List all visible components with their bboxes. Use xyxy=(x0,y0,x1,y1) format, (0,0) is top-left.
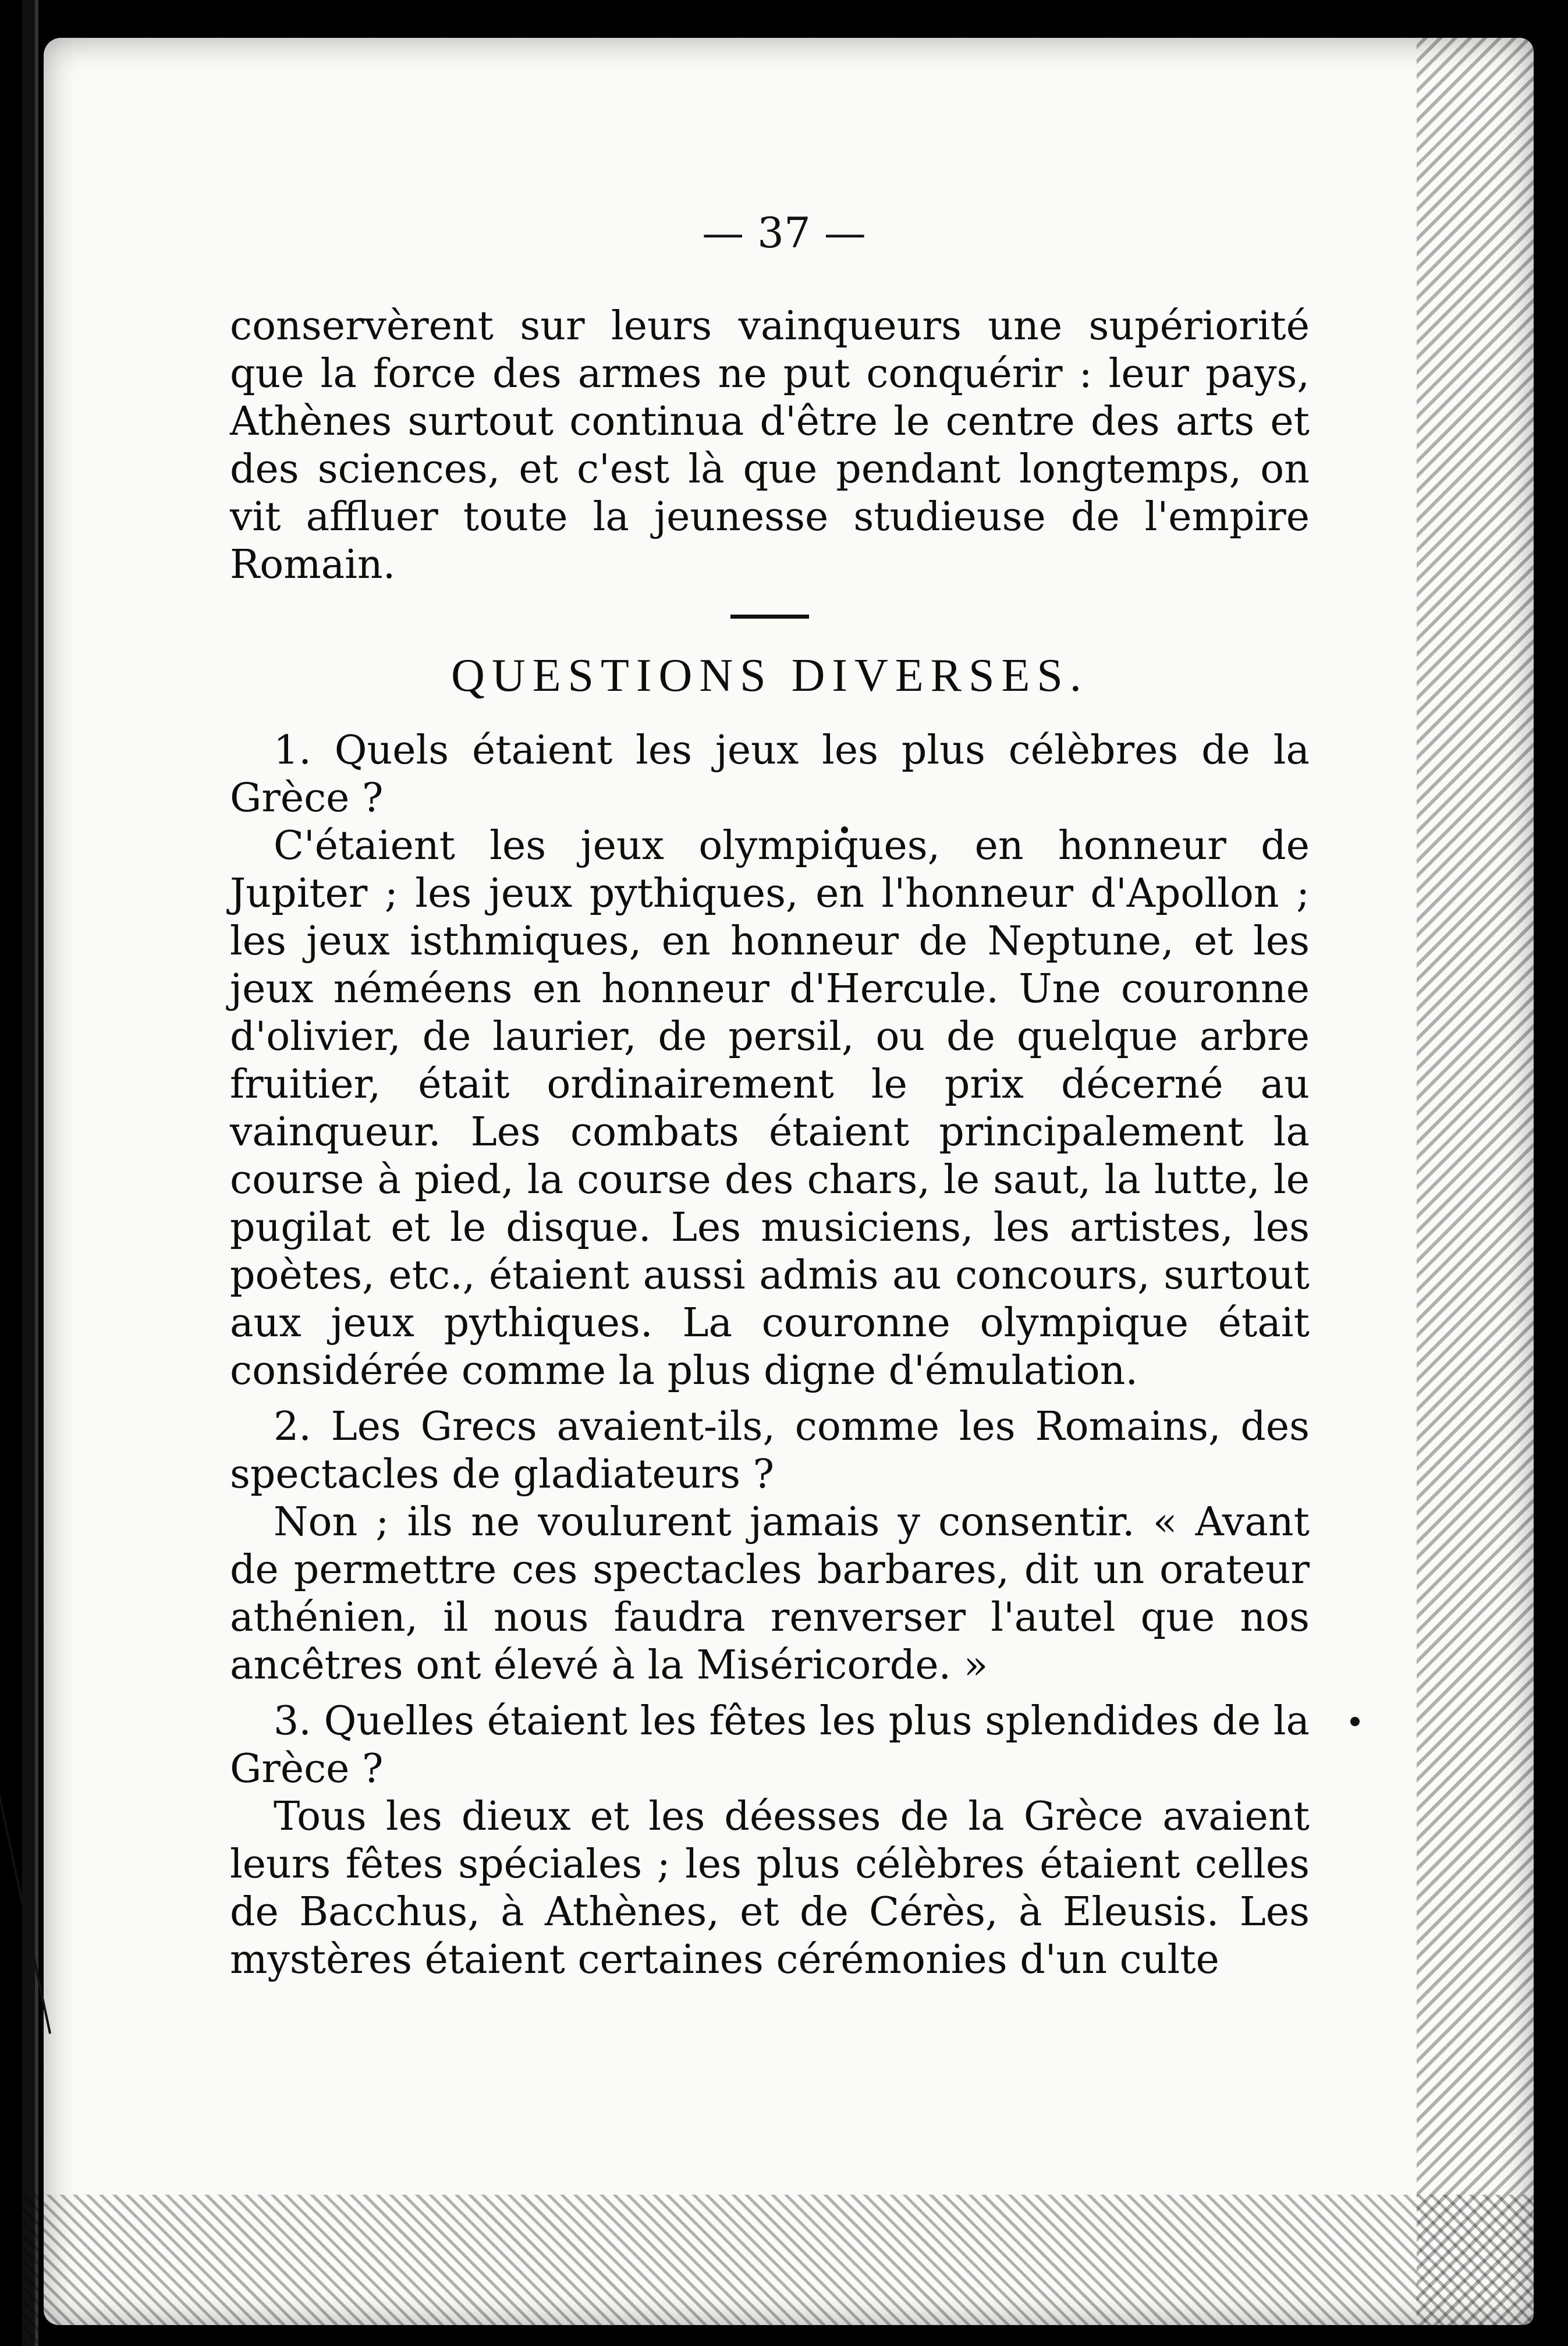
answer-2: Non ; ils ne voulurent jamais y consentir. « Avant de permettre ces spectacles barbares, dit un orateur athénien, il nous faudra renverser l'autel que nos ancêtres ont élevé à la Miséricorde. » xyxy=(230,1499,1310,1688)
opening-paragraph: conservèrent sur leurs vainqueurs une supériorité que la force des armes ne put conquérir : leur pays, Athènes surtout continua d'être le centre des arts et des sciences, et c'est là que pendant longtemps, on vit affluer toute la jeunesse studieuse de l'empire Romain. xyxy=(230,303,1310,588)
page-binding-edge xyxy=(22,0,38,2346)
answer-3: Tous les dieux et les déesses de la Grèce avaient leurs fêtes spéciales ; les plus célèbres étaient celles de Bacchus, à Athènes, et de Cérès, à Eleusis. Les mystères étaient certaines cérémonies d'un culte xyxy=(230,1794,1310,1983)
question-1: 1. Quels étaient les jeux les plus célèbres de la Grèce ? xyxy=(230,727,1310,821)
page-number: — 37 — xyxy=(702,208,866,257)
paragraph-gap xyxy=(230,1690,1310,1698)
section-rule xyxy=(730,615,809,619)
scan-noise-right xyxy=(1417,0,1568,2346)
question-3: 3. Quelles étaient les fêtes les plus splendides de la Grèce ? xyxy=(230,1698,1310,1792)
page-body xyxy=(230,303,1310,1984)
ink-speck xyxy=(1350,1717,1360,1726)
section-title: QUESTIONS DIVERSES. xyxy=(451,650,1088,701)
scan-noise-bottom xyxy=(0,2195,1568,2346)
paragraph-gap xyxy=(230,1395,1310,1403)
answer-1: C'étaient les jeux olympiques, en honneur de Jupiter ; les jeux pythiques, en l'honneur d'Apollon ; les jeux isthmiques, en honneur de Neptune, et les jeux néméens en honneur d'Hercule. Une couronne d'olivier, de laurier, de persil, ou de quelque arbre fruitier, était ordinairement le prix décerné au vainqueur. Les combats étaient principalement la course à pied, la course des chars, le saut, la lutte, le pugilat et le disque. Les musiciens, les artistes, les poètes, etc., étaient aussi admis au concours, surtout aux jeux pythiques. La couronne olympique était considérée comme la plus digne d'émulation. xyxy=(230,823,1310,1394)
question-2: 2. Les Grecs avaient-ils, comme les Romains, des spectacles de gladiateurs ? xyxy=(230,1404,1310,1497)
